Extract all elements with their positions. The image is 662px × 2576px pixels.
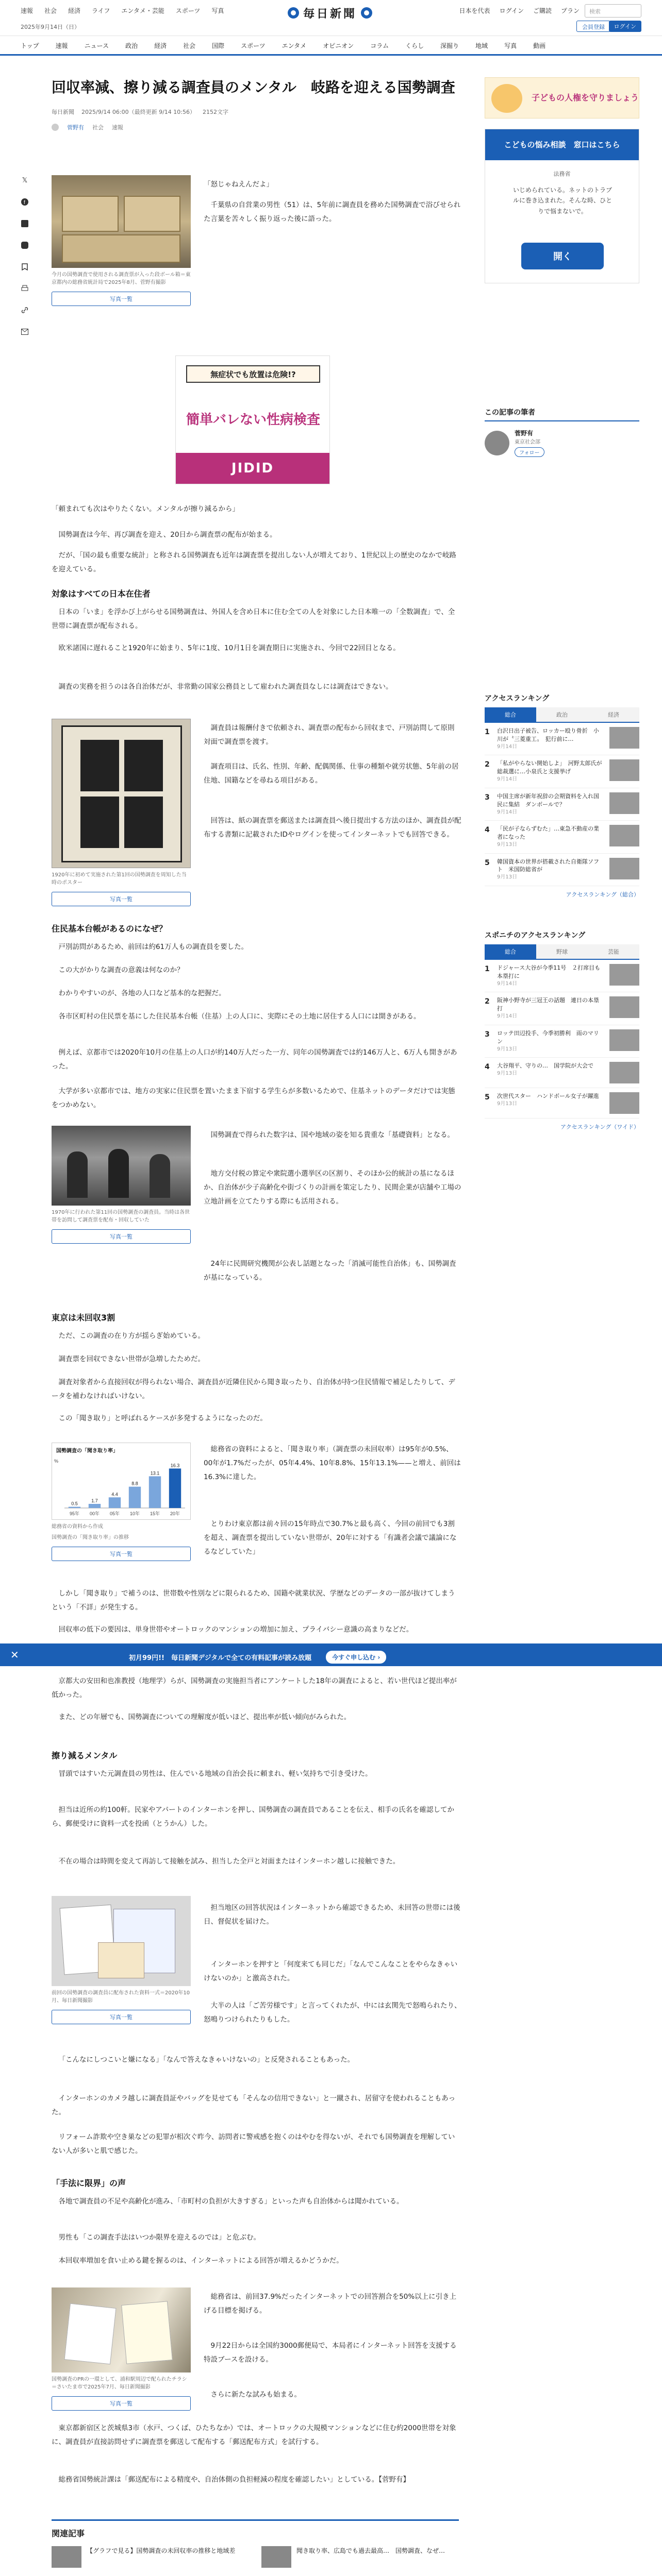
rank-time: 9月13日	[497, 1046, 518, 1052]
photo-caption: 国勢調査の「聞き取り率」の推移	[52, 1535, 129, 1540]
paragraph: この「聞き取り」と呼ばれるケースが多発するようになったのだ。	[58, 1414, 267, 1422]
x-tick-label: 15年	[150, 1511, 160, 1516]
top-nav-item[interactable]: 社会	[44, 7, 57, 14]
ad-small-text: 無症状でも放置は危険!?	[186, 365, 320, 383]
author-role: 東京社会部	[515, 439, 540, 445]
related-heading: 関連記事	[52, 2529, 85, 2538]
section-nav-item[interactable]: 速報	[55, 42, 68, 49]
rank-title: ドジャース大谷が今季11号 ２打席目も本塁打に	[497, 964, 601, 979]
current-date: 2025年9月14日（日）	[21, 24, 80, 30]
paragraph: さらに新たな試みも始まる。	[210, 2391, 301, 2399]
author-avatar	[52, 124, 59, 131]
mail-icon[interactable]	[20, 327, 30, 337]
figure-5	[52, 2287, 191, 2411]
section-nav-item[interactable]: 深掘り	[440, 42, 459, 49]
paragraph: 例えば、京都市では2020年10月の住基上の人口が約140万人だった一方、同年の国勢調査では約146万人と、6万人も開きがあった。	[52, 1048, 457, 1071]
subscription-banner[interactable]	[0, 1643, 662, 1666]
photo-poster[interactable]	[52, 719, 191, 868]
top-nav	[21, 6, 224, 15]
paragraph: 冒頭ではすいた元調査員の男性は、住んでいる地域の自治会長に頼まれ、軽い気持ちで引き受けた。	[58, 1770, 372, 1778]
ranking-tab[interactable]: 総合	[485, 707, 536, 722]
paragraph: 回収率の低下の要因は、単身世帯やオートロックのマンションの増加に加え、プライバシー意識の高まりなどだ。	[58, 1625, 413, 1634]
paragraph: 欧米諸国に遅れること1920年に始まり、5年に1度、10月1日を調査期日に実施され、今回で22回目となる。	[58, 644, 400, 652]
related-item[interactable]	[52, 2546, 249, 2568]
rank-time: 9月13日	[497, 1071, 518, 1077]
paragraph: しかし「聞き取り」で補うのは、世帯数や性別などに限られるため、国籍や就業状況、学歴などのデータの一部が抜けてしまうという「不詳」が発生する。	[52, 1589, 455, 1612]
rank-thumb	[609, 792, 639, 814]
top-bar	[0, 0, 662, 36]
facebook-icon[interactable]	[20, 197, 30, 207]
rank-time: 9月14日	[497, 743, 518, 750]
bar-value-label: 8.8	[131, 1481, 138, 1486]
lead-paragraph: 千葉県の自営業の男性（51）は、5年前に調査員を務めた国勢調査で浴びせられた言葉を苦々しく振り返った後に語った。	[204, 201, 461, 223]
utility-nav-item[interactable]: ログイン	[499, 7, 524, 14]
sports-ranking-item[interactable]	[485, 1058, 639, 1088]
paragraph: 調査項目は、氏名、性別、年齢、配偶関係、仕事の種類や就労状態、5年前の居住地、国籍などを尋ねる項目がある。	[204, 762, 459, 785]
paragraph: 担当は近所の約100軒。民家やアパートのインターホンを押し、国勢調査の調査員であることを伝え、相手の氏名を確認してから、郵便受けに資料一式を投函（とうかん）した。	[52, 1806, 454, 1828]
section-nav-item[interactable]: コラム	[370, 42, 389, 49]
rank-thumb	[609, 1092, 639, 1114]
figure-1	[52, 175, 191, 306]
paragraph: とりわけ東京都は前々回の15年時点で30.7%と最も高く、今回の前回でも3割を超え、調査票を提出していない世帯が、20年に対する「有識者会議で議論になるなどしていた」	[204, 1520, 457, 1556]
hatena-icon[interactable]	[20, 218, 30, 229]
paragraph: わかりやすいのが、各地の人口など基本的な把握だ。	[58, 989, 226, 997]
rank-time: 9月13日	[497, 1101, 518, 1107]
figure-2	[52, 719, 191, 906]
paragraph: 男性も「この調査手法はいつか限界を迎えるのでは」と危ぶむ。	[58, 2233, 260, 2242]
rank-thumb	[609, 1062, 639, 1083]
photo-boxes[interactable]	[52, 175, 191, 268]
section-nav-item[interactable]: くらし	[405, 42, 424, 49]
rank-title: 「民が子ならずむた」…東急不動産の業者になった	[497, 825, 599, 841]
top-nav-item[interactable]: 経済	[68, 7, 81, 14]
author-row	[52, 123, 464, 131]
photo-gallery-button[interactable]: 写真一覧	[52, 2010, 191, 2024]
author-name[interactable]: 菅野有	[515, 430, 534, 437]
paragraph: 調査の実務を担うのは各自治体だが、非常勤の国家公務員として雇われた調査員なしには調査はできない。	[58, 683, 393, 691]
rank-time: 9月14日	[497, 776, 518, 783]
rank-time: 9月14日	[497, 1013, 518, 1020]
paragraph: 大学が多い京都市では、地方の実家に住民票を置いたまま下宿する学生らが多数いるためで、住基ネットのデータだけでは実態をつかめない。	[52, 1087, 455, 1109]
rank-title: 大谷翔平、守りの… 国学院が大会で	[497, 1062, 593, 1070]
y-axis-unit: %	[54, 1459, 59, 1464]
sports-ranking-card	[485, 930, 639, 1131]
x-icon[interactable]: 𝕏	[22, 176, 28, 184]
bar-chart	[52, 1452, 190, 1519]
author-heading: この記事の筆者	[485, 407, 639, 421]
link-icon[interactable]	[20, 305, 30, 315]
bar-value-label: 1.7	[91, 1498, 98, 1504]
rank-number: 4	[485, 1063, 490, 1072]
paragraph: 総務省は、前回37.9%だったインターネットでの回答割合を50%以上に引き上げる目標を掲げる。	[204, 2293, 457, 2315]
paragraph: 国勢調査で得られた数字は、国や地域の姿を知る貴重な「基礎資料」となる。	[210, 1131, 454, 1139]
help-text: いじめられている。ネットのトラブルに巻き込まれた。そんな時、ひとりで悩まないで。	[512, 187, 612, 215]
brand-name: 毎日新聞	[303, 7, 357, 21]
article-source: 毎日新聞	[52, 108, 74, 115]
rank-thumb	[609, 964, 639, 986]
photo-caption: 国勢調査のPRの一環として、浦和駅周辺で配られたチラシ＝さいたま市で2025年7月、毎日新聞撮影	[52, 2377, 187, 2390]
rank-title: 韓国資本の世界が搭載された自衛隊ソフト 米国防総省が	[497, 858, 599, 873]
rank-title: ロッテ田辺投手、今季初勝利 雨のマリン	[497, 1029, 599, 1045]
ad-brand: JIDID	[176, 453, 329, 484]
top-nav-item[interactable]: エンタメ・芸能	[121, 7, 164, 14]
paragraph: 京都大の安田和也准教授（地理学）らが、国勢調査の実施担当者にアンケートした18年の調査によると、若い世代ほど提出率が低かった。	[52, 1677, 457, 1699]
utility-nav-item[interactable]: ご購読	[533, 7, 552, 14]
paragraph: 大半の人は「ご苦労様です」と言ってくれたが、中には玄関先で怒鳴られたり、怒鳴りつけられたりもした。	[204, 2002, 461, 2024]
rank-number: 3	[485, 1030, 490, 1039]
section-nav-item[interactable]: エンタメ	[282, 42, 307, 49]
photo-survey-kit[interactable]	[52, 1896, 191, 1986]
sports-ranking-more-link[interactable]: アクセスランキング（ワイド）	[560, 1124, 639, 1131]
paragraph: 各市区町村の住民票を基にした住民基本台帳（住基）上の人口に、実際にその土地に居住する人口には開きがある。	[58, 1012, 421, 1021]
bookmark-icon[interactable]	[20, 262, 30, 272]
paragraph: だが、「国の最も重要な統計」と称される国勢調査も近年は調査票を提出しない人が増えており、1世紀以上の歴史のなかで岐路を迎えている。	[52, 551, 456, 573]
rank-title: 次世代スター ハンドボール女子が躍進	[497, 1093, 599, 1100]
section-heading: 「手法に限界」の声	[52, 2178, 126, 2188]
rank-number: 2	[485, 997, 490, 1006]
ranking-item[interactable]	[485, 788, 639, 821]
related-item[interactable]	[261, 2546, 459, 2568]
paragraph: インターホンのカメラ越しに調査員証やバッグを見せても「そんなの信用できない」と一蹴され、居留守を使われることもあった。	[52, 2094, 456, 2116]
ranking-tab[interactable]: 経済	[588, 707, 639, 722]
ranking-item[interactable]	[485, 755, 639, 788]
paragraph: 本回収率増加を食い止める鍵を握るのは、インターネットによる回答が増えるかどうかだ。	[58, 2257, 343, 2265]
paragraph: また、どの年層でも、国勢調査についての理解度が低いほど、提出率が低い傾向がみられた。	[58, 1713, 351, 1721]
paragraph: 回答は、紙の調査票を郵送または調査員へ後日提出する方法のほか、調査員が配布する書類に記載されたIDやログインを使ってインターネットでも回答できる。	[204, 817, 461, 839]
section-nav-item[interactable]: トップ	[21, 42, 39, 49]
photo-pr-flyers[interactable]	[52, 2287, 191, 2372]
rank-number: 1	[485, 965, 490, 973]
paragraph: この大がかりな調査の意義は何なのか？	[58, 966, 184, 974]
sports-ranking-tab[interactable]: 芸能	[588, 944, 639, 959]
paragraph: 調査対象者から直接回収が得られない場合、調査員が近隣住民から聞き取ったり、自治体が持つ住民情報で補足したりして、データを補わなければいけない。	[52, 1378, 455, 1400]
logo-mark-icon	[361, 7, 372, 19]
rank-thumb	[609, 825, 639, 846]
paragraph: ただ、この調査の在り方が揺らぎ始めている。	[58, 1332, 205, 1340]
rank-time: 9月13日	[497, 874, 518, 880]
photo-gallery-button[interactable]: 写真一覧	[52, 1229, 191, 1244]
chart-bar	[89, 1504, 101, 1508]
rank-time: 9月14日	[497, 809, 518, 815]
logo-mark-icon	[288, 7, 299, 19]
paragraph: 調査票を回収できない世帯が急増したためだ。	[58, 1355, 205, 1363]
photo-gallery-button[interactable]: 写真一覧	[52, 2396, 191, 2411]
utility-nav-item[interactable]: 日本を代表	[459, 7, 490, 14]
article-date: 2025/9/14 06:00（最終更新 9/14 10:56）	[81, 108, 195, 115]
chart-bar	[69, 1507, 80, 1508]
sidebar-author	[485, 407, 639, 457]
section-heading: 東京は未回収3割	[52, 1313, 115, 1323]
bar-value-label: 4.4	[111, 1492, 118, 1497]
ranking-item[interactable]	[485, 821, 639, 853]
ranking-more-link[interactable]: アクセスランキング（総合）	[566, 891, 639, 898]
help-title: こどもの悩み相談 窓口はこちら	[485, 129, 639, 160]
chart-bar	[109, 1497, 121, 1508]
section-nav-item[interactable]: 経済	[154, 42, 167, 49]
paragraph: 「こんなにしつこいと嫌になる」「なんで答えなきゃいけないの」と反発されることもあった。	[58, 2056, 355, 2064]
print-icon[interactable]	[20, 283, 30, 294]
section-nav-item[interactable]: 写真	[504, 42, 517, 49]
photo-gallery-button[interactable]: 写真一覧	[52, 1547, 191, 1561]
rank-number: 5	[485, 858, 490, 867]
sidebar-ad-top[interactable]	[485, 77, 639, 118]
rank-thumb	[609, 996, 639, 1018]
lead-quote: 「怒じゃねえんだよ」	[204, 180, 273, 189]
rank-thumb	[609, 727, 639, 749]
related-thumb	[261, 2546, 291, 2568]
share-rail	[18, 175, 32, 337]
photo-gallery-button[interactable]: 写真一覧	[52, 292, 191, 306]
utility-nav-item[interactable]: プラン	[560, 7, 580, 14]
help-sub: 法務省	[553, 171, 571, 177]
top-nav-item[interactable]: 速報	[21, 7, 34, 14]
sports-ranking-item[interactable]	[485, 1088, 639, 1118]
tag-link[interactable]: 社会	[92, 124, 104, 131]
rank-thumb	[609, 1029, 639, 1051]
sports-ranking-tabs	[485, 944, 639, 960]
figure-chart	[52, 1443, 191, 1561]
rank-number: 4	[485, 826, 490, 835]
chart-title: 国勢調査の「聞き取り率」	[56, 1448, 118, 1454]
section-nav-item[interactable]: 政治	[125, 42, 138, 49]
subscribe-button[interactable]: 今すぐ申し込む ›	[326, 1651, 386, 1664]
bar-value-label: 16.3	[170, 1463, 180, 1468]
paragraph: 地方交付税の算定や衆院選小選挙区の区割り、そのほか公的統計の基になるほか、自治体が少子高齢化や街づくりの計画を策定したり、民間企業が店舗や工場の立地計画を立てたりする際にも活用される。	[204, 1170, 461, 1206]
x-tick-label: 10年	[129, 1511, 140, 1516]
chart-source: 総務省の資料から作成	[52, 1524, 103, 1530]
photo-caption: 前回の国勢調査の調査員に配布された資料一式＝2020年10月、毎日新聞撮影	[52, 1990, 190, 2004]
rank-time: 9月14日	[497, 980, 518, 987]
x-tick-label: 00年	[89, 1511, 100, 1516]
help-open-button[interactable]: 開く	[521, 243, 604, 269]
section-nav-item[interactable]: 社会	[183, 42, 196, 49]
paragraph: リフォーム詐欺や空き巣などの犯罪が相次ぐ昨今、訪問者に警戒感を抱くのはやむを得ないが、それでも国勢調査を理解していない人が多いと肌で感じた。	[52, 2133, 455, 2155]
related-title: 聞き取り率、広島でも過去最高… 国勢調査、なぜ…	[296, 2547, 445, 2554]
photo-1970-survey[interactable]	[52, 1126, 191, 1206]
sports-ranking-item[interactable]	[485, 992, 639, 1025]
photo-gallery-button[interactable]: 写真一覧	[52, 892, 191, 906]
ranking-item[interactable]	[485, 854, 639, 886]
figure-3	[52, 1126, 191, 1244]
section-nav	[0, 36, 662, 56]
article-title: 回収率減、擦り減る調査員のメンタル 岐路を迎える国勢調査	[52, 79, 455, 96]
rank-title: 「私がやらない開始しよ」 河野太郎氏が総裁選に…小泉氏と支援挙げ	[497, 760, 602, 775]
paragraph: 東京都新宿区と茨城県3市（水戸、つくば、ひたちなか）では、オートロックの大規模マンションなどに住む約2000世帯を対象に、調査員が直接訪問せずに調査票を郵送して配布する「郵送配布方式」を試行する。	[52, 2424, 456, 2446]
section-nav-item[interactable]: ニュース	[84, 42, 109, 49]
rank-number: 5	[485, 1093, 490, 1102]
related-thumb	[52, 2546, 81, 2568]
sidebar-help-card	[485, 129, 639, 283]
sports-ranking-item[interactable]	[485, 960, 639, 992]
rank-number: 3	[485, 793, 490, 802]
line-icon[interactable]	[20, 240, 30, 250]
utility-nav	[459, 6, 580, 15]
section-heading: 住民基本台帳があるのになぜ？	[52, 924, 168, 934]
paragraph: 不在の場合は時間を変えて再訪して接触を試み、担当した全戸と対面またはインターホン越しに接触できた。	[58, 1857, 400, 1866]
paragraph: 日本の「いま」を浮かび上がらせる国勢調査は、外国人を含め日本に住む全ての人を対象にした日本唯一の「全数調査」で、全世帯に調査票が配布される。	[52, 608, 455, 630]
top-nav-item[interactable]: ライフ	[92, 7, 110, 14]
sports-ranking-tab[interactable]: 総合	[485, 944, 536, 959]
section-nav-item[interactable]: 国際	[212, 42, 225, 49]
close-icon[interactable]: ✕	[10, 1649, 19, 1661]
login-button[interactable]: ログイン	[609, 21, 641, 32]
x-tick-label: 95年	[69, 1511, 80, 1516]
section-nav-item[interactable]: 動画	[533, 42, 546, 49]
sports-ranking-heading: スポニチのアクセスランキング	[485, 931, 586, 940]
ranking-tabs	[485, 707, 639, 723]
tag-link[interactable]: 速報	[112, 124, 123, 131]
paragraph: 総務省国勢統計課は「郵送配布による精度や、自治体側の負担軽減の程度を確認したい」としている。【菅野有】	[58, 2476, 410, 2484]
rank-title: 中国主席が新年祝辞の会期資料を入れ国民に集結 ダンボールで？	[497, 792, 599, 808]
x-tick-label: 20年	[170, 1511, 180, 1516]
chart-panel[interactable]	[52, 1443, 191, 1520]
x-tick-label: 05年	[109, 1511, 120, 1516]
paragraph: 総務省の資料によると、「聞き取り率」（調査票の未回収率）は95年が0.5%、00年が1.7%だったが、05年4.4%、10年8.8%、15年13.1%——と増え、前回は16.3%に達した。	[204, 1445, 461, 1481]
article	[52, 77, 464, 131]
paragraph: 調査員は報酬付きで依頼され、調査票の配布から回収まで、戸別訪問して原則対面で調査票を渡す。	[204, 724, 455, 746]
sports-ranking-tab[interactable]: 野球	[536, 944, 588, 959]
figure-4	[52, 1896, 191, 2024]
paragraph: 「頼まれても次はやりたくない。メンタルが擦り減るから」	[52, 505, 239, 513]
section-heading: 対象はすべての日本在住者	[52, 589, 151, 599]
section-nav-item[interactable]: オピニオン	[323, 42, 354, 49]
register-button[interactable]: 会員登録	[576, 21, 610, 32]
rank-number: 2	[485, 760, 490, 769]
chart-bar	[149, 1476, 161, 1508]
top-nav-item[interactable]: 写真	[211, 7, 224, 14]
author-link[interactable]: 菅野有	[67, 124, 84, 131]
author-avatar	[485, 431, 509, 455]
ad-main-text: 簡単バレない性病検査	[186, 412, 321, 428]
paragraph: 9月22日からは全国約3000郵便局で、本局者にインターネット回答を支援する特設ブースを設ける。	[204, 2342, 457, 2364]
rank-number: 1	[485, 728, 490, 736]
follow-button[interactable]: フォロー	[515, 447, 544, 457]
bar-value-label: 0.5	[71, 1501, 78, 1506]
ad-banner[interactable]	[175, 355, 330, 484]
chart-bar	[129, 1487, 141, 1508]
svg-text:f: f	[24, 200, 25, 206]
top-nav-item[interactable]: スポーツ	[175, 7, 201, 14]
banner-text: 初月99円!! 毎日新聞デジタルで全ての有料記事が読み放題	[129, 1654, 312, 1662]
rank-thumb	[609, 858, 639, 879]
paragraph: 各地で調査員の不足や高齢化が進み、「市町村の負担が大きすぎる」といった声も自治体からは聞かれている。	[58, 2197, 404, 2206]
ranking-heading: アクセスランキング	[485, 694, 550, 703]
section-nav-item[interactable]: スポーツ	[241, 42, 266, 49]
rank-time: 9月13日	[497, 842, 518, 848]
ranking-card	[485, 693, 639, 899]
related-articles	[52, 2519, 459, 2576]
paragraph: インターホンを押すと「何度来ても同じだ」「なんでこんなことをやらなきゃいけないのか」と激高された。	[204, 1960, 458, 1982]
paragraph: 戸別訪問があるため、前回は約61万人もの調査員を要した。	[58, 943, 249, 951]
rank-title: 阪神小野寺が三冠王の話題 連日の本塁打	[497, 997, 599, 1012]
photo-caption: 1970年に行われた第11回の国勢調査の調査員。当時は各世帯を訪問して調査票を配布・回収していた	[52, 1210, 190, 1223]
ranking-item[interactable]	[485, 723, 639, 755]
paragraph: 担当地区の回答状況はインターネットから確認できるため、未回答の世帯には後日、督促状を届けた。	[204, 1904, 460, 1926]
article-meta	[52, 108, 464, 116]
section-nav-item[interactable]: 地域	[475, 42, 488, 49]
rank-thumb	[609, 759, 639, 781]
sports-ranking-item[interactable]	[485, 1025, 639, 1058]
chart-bar	[169, 1468, 181, 1508]
photo-caption: 今月の国勢調査で使用される調査票が入った段ボール箱＝東京都内の総務省統計局で2025年8月、菅野有撮影	[52, 272, 191, 285]
ranking-tab[interactable]: 政治	[536, 707, 588, 722]
paragraph: 24年に民間研究機関が公表し話題となった「消滅可能性自治体」も、国勢調査が基になっている。	[204, 1260, 456, 1282]
photo-caption: 1920年に初めて実施された第1回の国勢調査を周知した当時のポスター	[52, 872, 187, 886]
bar-value-label: 13.1	[150, 1470, 160, 1476]
rank-title: 白沢日出子被告、ロッカー殴り骨折 小川が〝三菱重工〟 犯行前に…	[497, 727, 599, 742]
article-length: 2152文字	[203, 108, 228, 115]
related-title: 【グラフで見る】国勢調査の未回収率の推移と地域差	[87, 2547, 236, 2554]
paragraph: 国勢調査は今年、再び調査を迎え、20日から調査票の配布が始まる。	[58, 531, 277, 539]
ad-top-text: 子どもの人権を守りましょう	[532, 93, 639, 103]
section-heading: 擦り減るメンタル	[52, 1751, 118, 1760]
search-input[interactable]: 検索	[585, 4, 641, 18]
site-logo[interactable]	[268, 4, 392, 22]
